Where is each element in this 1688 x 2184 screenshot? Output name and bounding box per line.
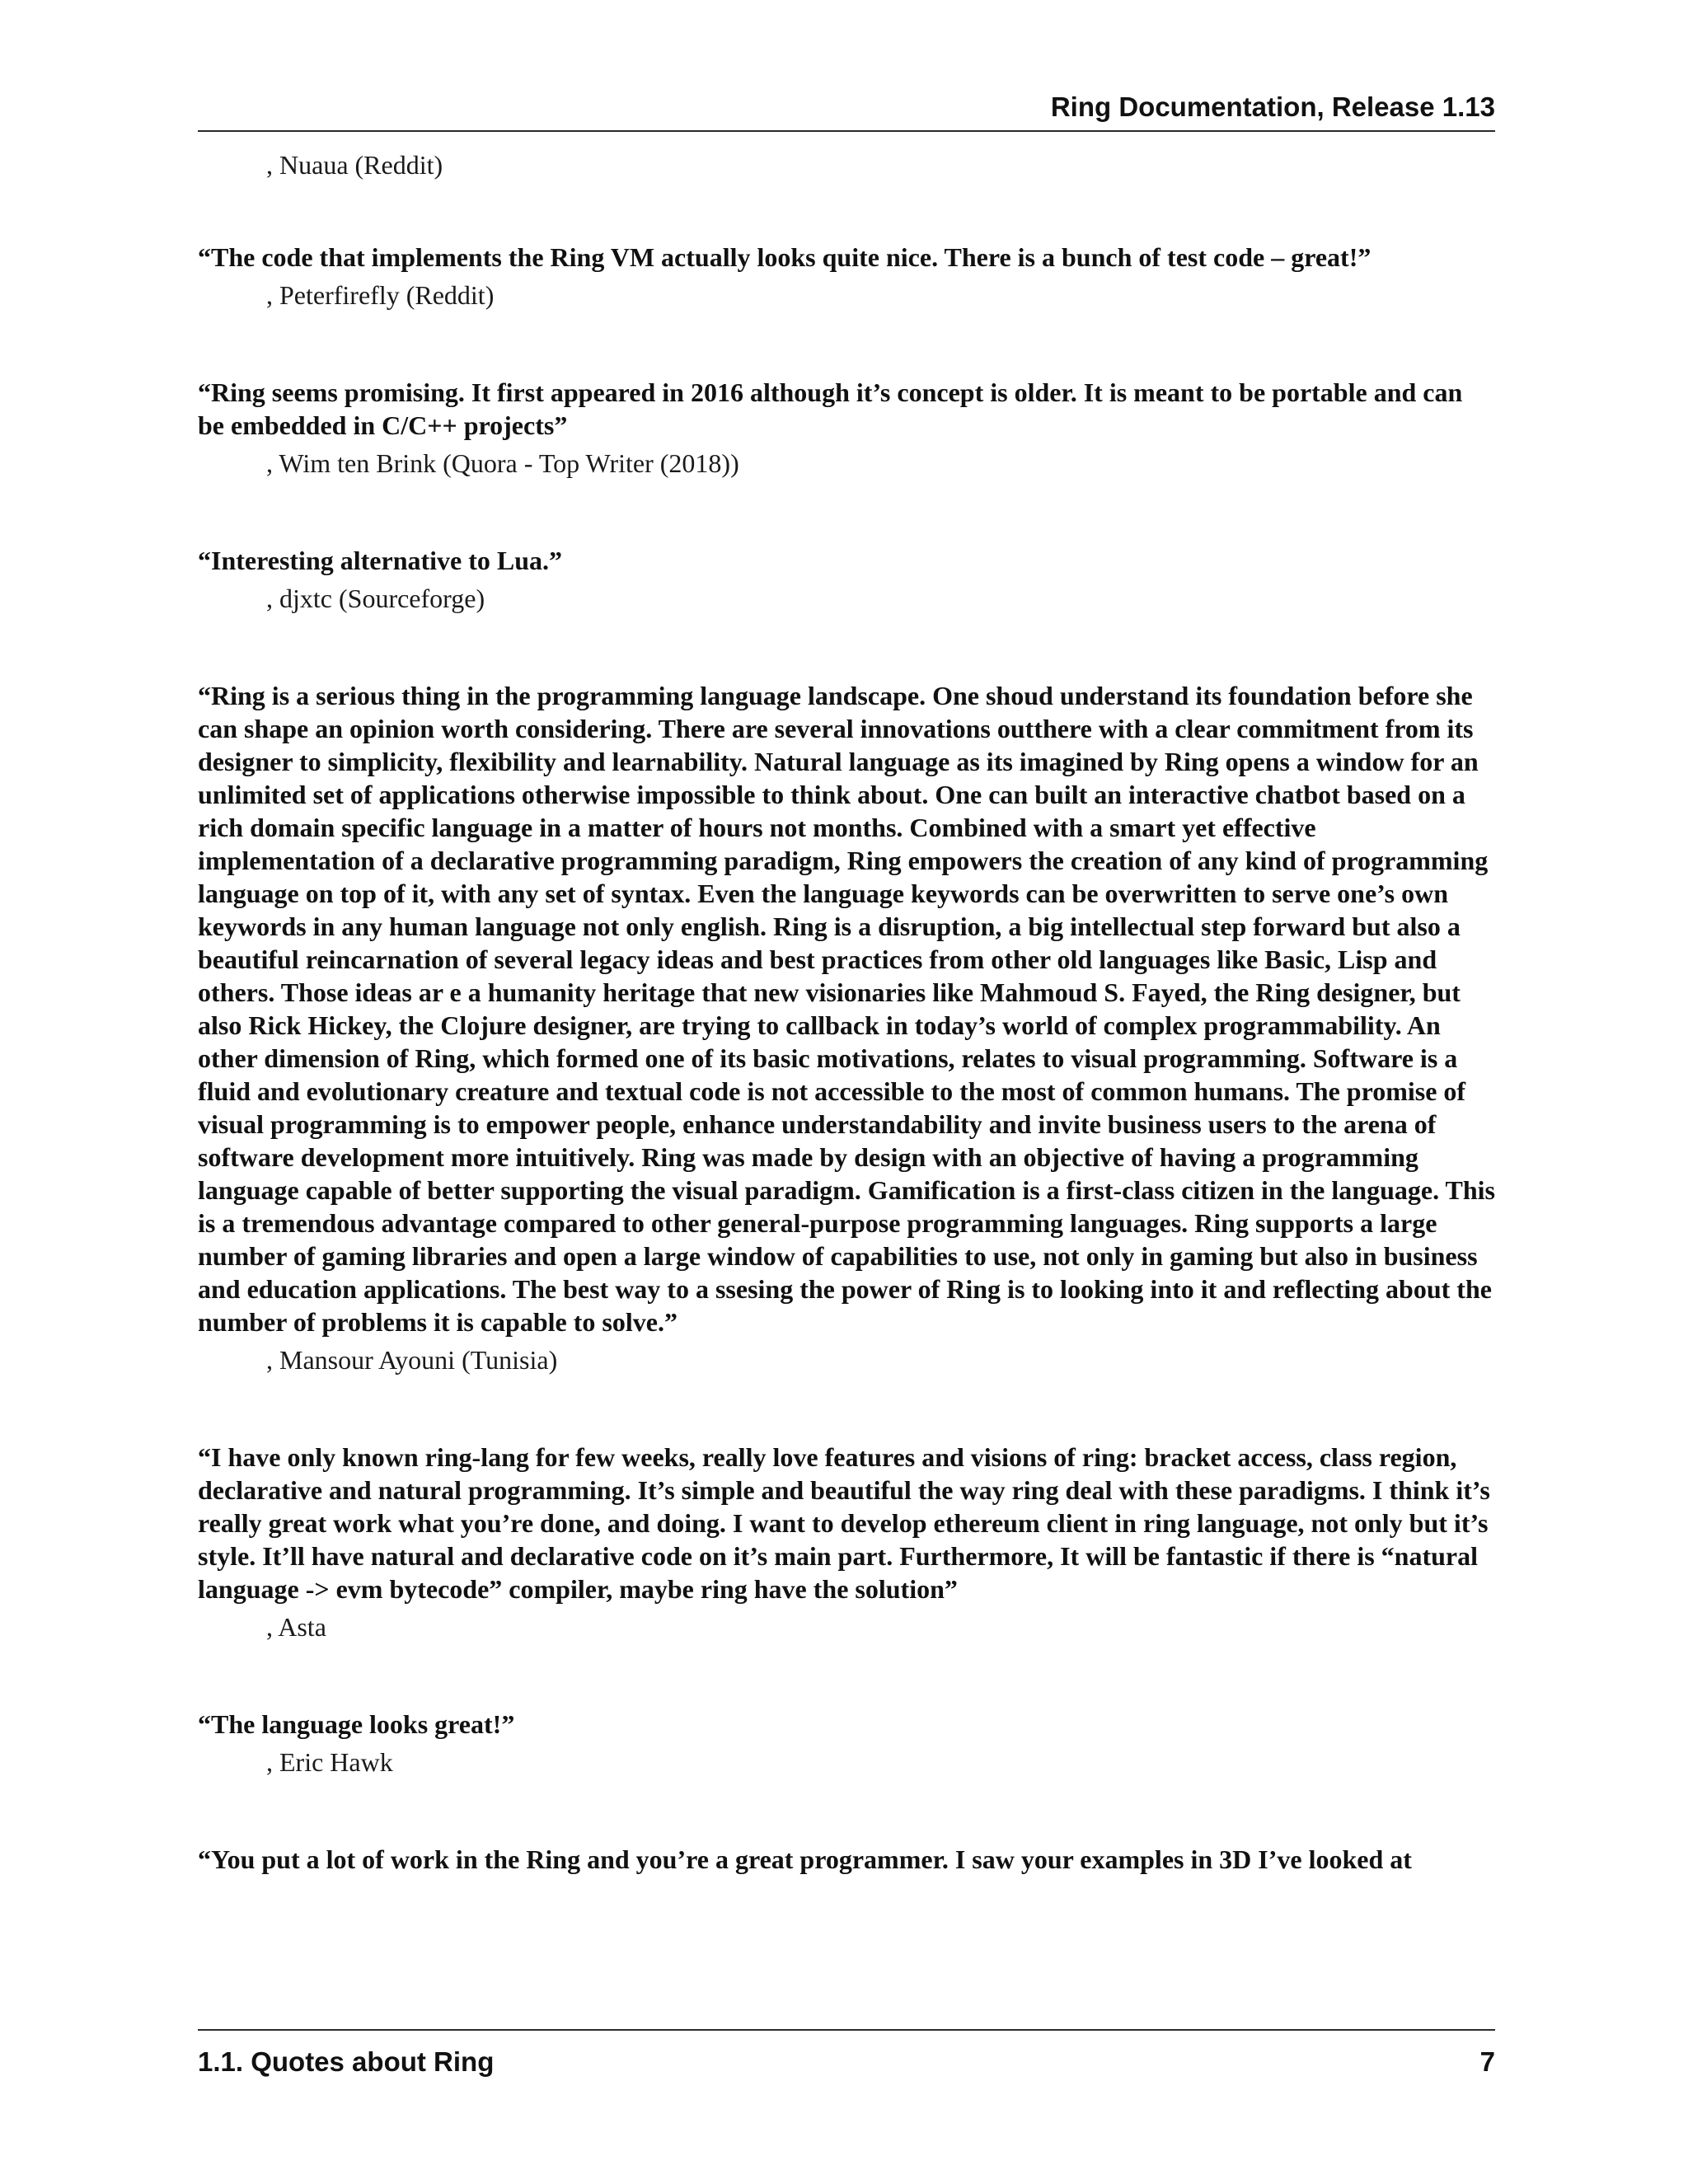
spacer bbox=[198, 1779, 1495, 1843]
spacer bbox=[198, 1376, 1495, 1441]
quote-attribution: , Wim ten Brink (Quora - Top Writer (2018)) bbox=[266, 448, 739, 478]
quote-block bbox=[198, 679, 1495, 1376]
quote-text: “Ring seems promising. It first appeared in 2016 although it’s concept is older. It is meant to be portable and can be embedded in C/C++ projects” bbox=[198, 377, 1463, 440]
quote-text: “Interesting alternative to Lua.” bbox=[198, 546, 563, 575]
footer-section-title: 1.1. Quotes about Ring bbox=[198, 2046, 495, 2077]
quote-text: “The code that implements the Ring VM actually looks quite nice. There is a bunch of test code – great!” bbox=[198, 242, 1372, 272]
quote-text: “The language looks great!” bbox=[198, 1709, 515, 1739]
quote-text: “Ring is a serious thing in the programming language landscape. One shoud understand its foundation before she can shape an opinion worth considering. There are several innovations outthere with a clear commitment from its designer to simplicity, flexibility and learnability. Natural language as its imagined by Ring opens a window for an unlimited set of applications otherwise impossible to think about. One can built an interactive chatbot based on a rich domain specific language in a matter of hours not months. Combined with a smart yet effective implementation of a declarative programming paradigm, Ring empowers the creation of any kind of programming language on top of it, with any set of syntax. Even the language keywords can be overwritten to serve one’s own keywords in any human language not only english. Ring is a disruption, a big intellectual step forward but also a beautiful reincarnation of several legacy ideas and best practices from other old languages like Basic, Lisp and others. Those ideas ar e a humanity heritage that new visionaries like Mahmoud S. Fayed, the Ring designer, but also Rick Hickey, the Clojure designer, are trying to callback in today’s world of complex programmability. An other dimension of Ring, which formed one of its basic motivations, relates to visual programming. Software is a fluid and evolutionary creature and textual code is not accessible to the most of common humans. The promise of visual programming is to empower people, enhance understandability and invite business users to the arena of software development more intuitively. Ring was made by design with an objective of having a programming language capable of better supporting the visual paradigm. Gamification is a first-class citizen in the language. This is a tremendous advantage compared to other general-purpose programming languages. Ring supports a large number of gaming libraries and open a large window of capabilities to use, not only in gaming but also in business and education applications. The best way to a ssesing the power of Ring is to looking into it and reflecting about the number of problems it is capable to solve.” bbox=[198, 681, 1495, 1337]
page-number: 7 bbox=[1479, 2046, 1495, 2077]
spacer bbox=[198, 480, 1495, 544]
spacer bbox=[198, 181, 1495, 241]
page-header bbox=[198, 91, 1495, 132]
quote-attribution: , Mansour Ayouni (Tunisia) bbox=[266, 1345, 558, 1375]
quote-block bbox=[198, 376, 1495, 480]
quote-block bbox=[198, 544, 1495, 615]
quote-block bbox=[198, 1708, 1495, 1779]
quote-block bbox=[198, 1441, 1495, 1643]
quote-attribution: , Eric Hawk bbox=[266, 1747, 393, 1777]
spacer bbox=[198, 1643, 1495, 1708]
quote-block bbox=[198, 1843, 1495, 1876]
document-title: Ring Documentation, Release 1.13 bbox=[1050, 91, 1495, 122]
quote-attribution: , Asta bbox=[266, 1612, 326, 1642]
quote-attribution-nuaua: , Nuaua (Reddit) bbox=[266, 150, 443, 180]
page-footer bbox=[198, 2029, 1495, 2077]
spacer bbox=[198, 312, 1495, 376]
spacer bbox=[198, 615, 1495, 679]
quote-text: “I have only known ring-lang for few weeks, really love features and visions of ring: bracket access, class region, declarative and natural programming. It’s simple and beautiful the way ring deal with these paradigms. I think it’s really great work what you’re done, and doing. I want to develop ethereum client in ring language, not only but it’s style. It’ll have natural and declarative code on it’s main part. Furthermore, It will be fantastic if there is “natural language -> evm bytecode” compiler, maybe ring have the solution” bbox=[198, 1442, 1490, 1604]
quote-text: “You put a lot of work in the Ring and you’re a great programmer. I saw your examples in 3D I’ve looked at bbox=[198, 1844, 1412, 1874]
quote-attribution: , Peterfirefly (Reddit) bbox=[266, 280, 495, 310]
quote-attribution: , djxtc (Sourceforge) bbox=[266, 583, 485, 613]
quotes-content bbox=[198, 148, 1495, 1881]
quote-block bbox=[198, 241, 1495, 312]
